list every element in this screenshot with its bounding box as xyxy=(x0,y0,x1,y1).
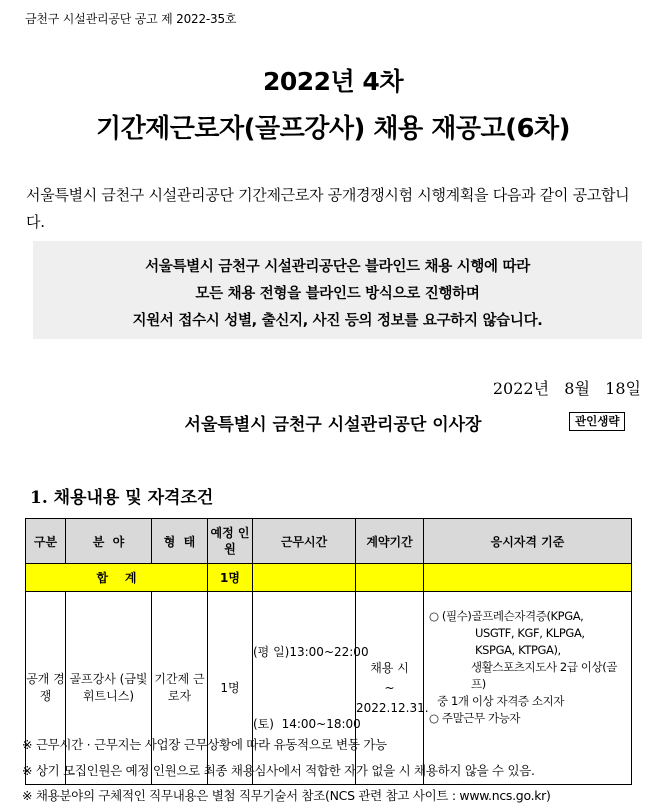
period-cell xyxy=(356,592,429,785)
period-tilde: ~ xyxy=(384,681,395,695)
hours-saturday: (토) 14:00~18:00 xyxy=(253,717,361,731)
hours-cell xyxy=(253,592,369,785)
table-cell xyxy=(424,564,632,592)
table-header: 응시자격 기준 xyxy=(424,519,632,564)
page-title: 2022년 4차 xyxy=(263,67,403,96)
hours-weekday: (평 일)13:00~22:00 xyxy=(253,645,369,659)
blind-notice-line: 지원서 접수시 성별, 출신지, 사진 등의 정보를 요구하지 않습니다. xyxy=(132,313,543,329)
total-label: 합 계 xyxy=(26,564,208,592)
qualification-line: ○ (필수)골프레슨자격증(KPGA, xyxy=(429,609,584,623)
intro-paragraph: 서울특별시 금천구 시설관리공단 기간제근로자 공개경쟁시험 시행계획을 다음과 같이 공고합니다. xyxy=(26,186,630,231)
table-cell xyxy=(253,564,356,592)
total-count: 1명 xyxy=(208,564,253,592)
field-cell xyxy=(66,592,152,785)
footnote: ※ 채용분야의 구체적인 직무내용은 별첨 직무기술서 참조(NCS 관련 참고 사이트 : www.ncs.go.kr) xyxy=(22,788,551,803)
footnote: ※ 근무시간 · 근무지는 사업장 근무상황에 따라 유동적으로 변동 가능 xyxy=(22,737,387,752)
qualification-line: 중 1개 이상 자격증 소지자 xyxy=(437,694,565,708)
blind-notice-line: 모든 채용 전형을 블라인드 방식으로 진행하며 xyxy=(195,286,480,302)
table-header-text: 예정 인원 xyxy=(210,526,250,556)
blind-notice-line: 서울특별시 금천구 시설관리공단은 블라인드 채용 시행에 따라 xyxy=(145,259,530,275)
table-header: 구분 xyxy=(26,519,66,564)
count-cell: 1명 xyxy=(208,592,253,785)
table-header: 계약기간 xyxy=(356,519,424,564)
table-header xyxy=(208,519,253,564)
table-header-row xyxy=(26,519,632,564)
notice-number: 금천구 시설관리공단 공고 제 2022-35호 xyxy=(25,12,237,26)
period-end: 2022.12.31. xyxy=(356,701,429,715)
section-heading: 1. 채용내용 및 자격조건 xyxy=(30,488,214,508)
seal-omitted-stamp: 관인생략 xyxy=(569,412,625,431)
qualifications-cell xyxy=(424,592,632,785)
period-start: 채용 시 xyxy=(370,661,409,675)
table-cell xyxy=(356,564,424,592)
category-cell xyxy=(26,592,66,785)
qualification-line: USGTF, KGF, KLPGA, xyxy=(475,626,585,640)
blind-hiring-notice-box xyxy=(33,241,642,339)
qualification-line: KSPGA, KTPGA), xyxy=(475,643,561,657)
footnote: ※ 상기 모집인원은 예정 인원으로 최종 채용심사에서 적합한 자가 없을 시 채용하지 않을 수 있음. xyxy=(22,763,535,778)
type-cell xyxy=(152,592,208,785)
qualification-line: ○ 주말근무 가능자 xyxy=(429,711,521,725)
table-header: 분 야 xyxy=(66,519,152,564)
qualification-line: 생활스포츠지도사 2급 이상(골프) xyxy=(471,660,618,691)
table-row xyxy=(26,592,632,785)
page-subtitle: 기간제근로자(골프강사) 채용 재공고(6차) xyxy=(95,114,571,144)
table-header: 근무시간 xyxy=(253,519,356,564)
category-text: 공개 경쟁 xyxy=(26,672,65,703)
issuer-name: 서울특별시 금천구 시설관리공단 이사장 xyxy=(184,415,482,435)
field-text: 골프강사 (금빛휘트니스) xyxy=(69,672,148,703)
table-header: 형 태 xyxy=(152,519,208,564)
type-text: 기간제 근로자 xyxy=(154,672,205,703)
table-total-row xyxy=(26,564,632,592)
notice-date: 2022년 8월 18일 xyxy=(492,379,641,398)
